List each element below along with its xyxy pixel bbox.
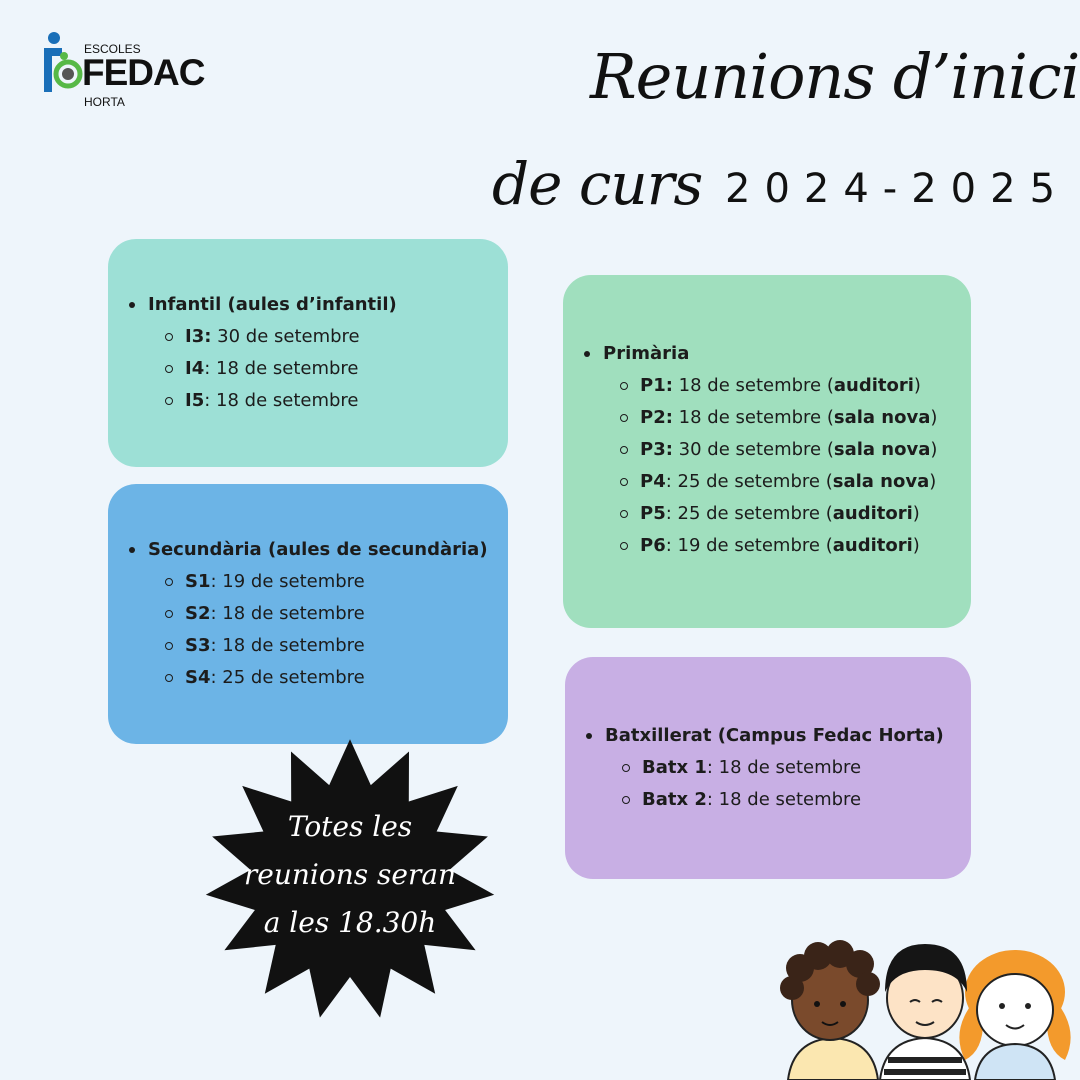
primaria-heading: Primària bbox=[583, 338, 971, 370]
list-item bbox=[128, 566, 508, 598]
item-label: S3 bbox=[185, 635, 211, 656]
logo-text-fedac: FEDAC bbox=[82, 52, 205, 93]
list-item bbox=[128, 598, 508, 630]
item-room: auditori bbox=[832, 503, 913, 524]
child-curly-hair-icon bbox=[780, 940, 880, 1080]
item-label: P5 bbox=[640, 503, 666, 524]
list-item bbox=[583, 434, 971, 466]
item-room: sala nova bbox=[832, 471, 930, 492]
logo-text-horta: HORTA bbox=[84, 95, 125, 109]
school-logo bbox=[40, 30, 230, 115]
infantil-heading: Infantil (aules d’infantil) bbox=[128, 289, 508, 321]
item-date: : 18 de setembre bbox=[204, 358, 359, 379]
item-label: I4 bbox=[185, 358, 205, 379]
item-date: : 19 de setembre bbox=[210, 571, 365, 592]
item-label: P4 bbox=[640, 471, 666, 492]
item-date: 30 de setembre bbox=[211, 326, 360, 347]
item-date: 18 de setembre ( bbox=[672, 375, 834, 396]
list-item bbox=[128, 385, 508, 417]
item-close: ) bbox=[913, 375, 921, 396]
item-date: : 19 de setembre ( bbox=[665, 535, 833, 556]
list-item bbox=[128, 321, 508, 353]
item-close: ) bbox=[912, 535, 920, 556]
item-label: Batx 2 bbox=[642, 789, 707, 810]
child-black-hair-icon bbox=[880, 944, 970, 1080]
item-close: ) bbox=[930, 439, 938, 460]
list-item bbox=[585, 752, 971, 784]
page-title-year: 2024-2025 bbox=[725, 166, 1070, 212]
item-date: : 18 de setembre bbox=[210, 603, 365, 624]
list-item bbox=[583, 402, 971, 434]
item-date: : 25 de setembre ( bbox=[665, 471, 833, 492]
item-label: P6 bbox=[640, 535, 666, 556]
page-title-line2: de curs bbox=[492, 150, 703, 218]
list-item bbox=[585, 784, 971, 816]
logo-text-escoles: ESCOLES bbox=[84, 42, 141, 56]
secundaria-card bbox=[108, 484, 508, 744]
list-item bbox=[128, 353, 508, 385]
notice-line3: a les 18.30h bbox=[263, 906, 437, 939]
item-label: P2: bbox=[640, 407, 673, 428]
item-label: S4 bbox=[185, 667, 211, 688]
notice-starburst bbox=[200, 735, 500, 1025]
infantil-list bbox=[128, 289, 508, 417]
list-item bbox=[583, 370, 971, 402]
item-label: P1: bbox=[640, 375, 673, 396]
list-item bbox=[583, 466, 971, 498]
batxillerat-list bbox=[585, 720, 971, 816]
notice-line2: reunions seran bbox=[243, 858, 457, 891]
item-date: 18 de setembre ( bbox=[672, 407, 834, 428]
primaria-list bbox=[583, 338, 971, 562]
batxillerat-heading: Batxillerat (Campus Fedac Horta) bbox=[585, 720, 971, 752]
secundaria-list bbox=[128, 534, 508, 694]
item-close: ) bbox=[929, 471, 937, 492]
notice-line1: Totes les bbox=[287, 810, 413, 843]
item-date: : 25 de setembre ( bbox=[665, 503, 833, 524]
item-date: : 25 de setembre bbox=[210, 667, 365, 688]
notice-text bbox=[200, 803, 500, 947]
list-item bbox=[583, 498, 971, 530]
item-room: auditori bbox=[833, 375, 914, 396]
item-room: sala nova bbox=[833, 407, 931, 428]
item-close: ) bbox=[930, 407, 938, 428]
item-date: : 18 de setembre bbox=[706, 789, 862, 810]
list-item bbox=[583, 530, 971, 562]
fedac-logo-icon bbox=[40, 30, 84, 100]
children-illustration-icon bbox=[770, 930, 1080, 1080]
item-label: S2 bbox=[185, 603, 211, 624]
item-label: Batx 1 bbox=[642, 757, 707, 778]
item-label: I3: bbox=[185, 326, 212, 347]
item-close: ) bbox=[912, 503, 920, 524]
batxillerat-card bbox=[565, 657, 971, 879]
primaria-card bbox=[563, 275, 971, 628]
item-room: sala nova bbox=[833, 439, 931, 460]
child-orange-hair-icon bbox=[959, 950, 1070, 1080]
list-item bbox=[128, 630, 508, 662]
item-label: I5 bbox=[185, 390, 205, 411]
item-date: : 18 de setembre bbox=[204, 390, 359, 411]
item-date: : 18 de setembre bbox=[706, 757, 862, 778]
item-label: S1 bbox=[185, 571, 211, 592]
item-date: 30 de setembre ( bbox=[672, 439, 834, 460]
page-title-line1: Reunions d’inici bbox=[590, 40, 1080, 113]
item-date: : 18 de setembre bbox=[210, 635, 365, 656]
item-label: P3: bbox=[640, 439, 673, 460]
infantil-card bbox=[108, 239, 508, 467]
list-item bbox=[128, 662, 508, 694]
item-room: auditori bbox=[832, 535, 913, 556]
secundaria-heading: Secundària (aules de secundària) bbox=[128, 534, 508, 566]
